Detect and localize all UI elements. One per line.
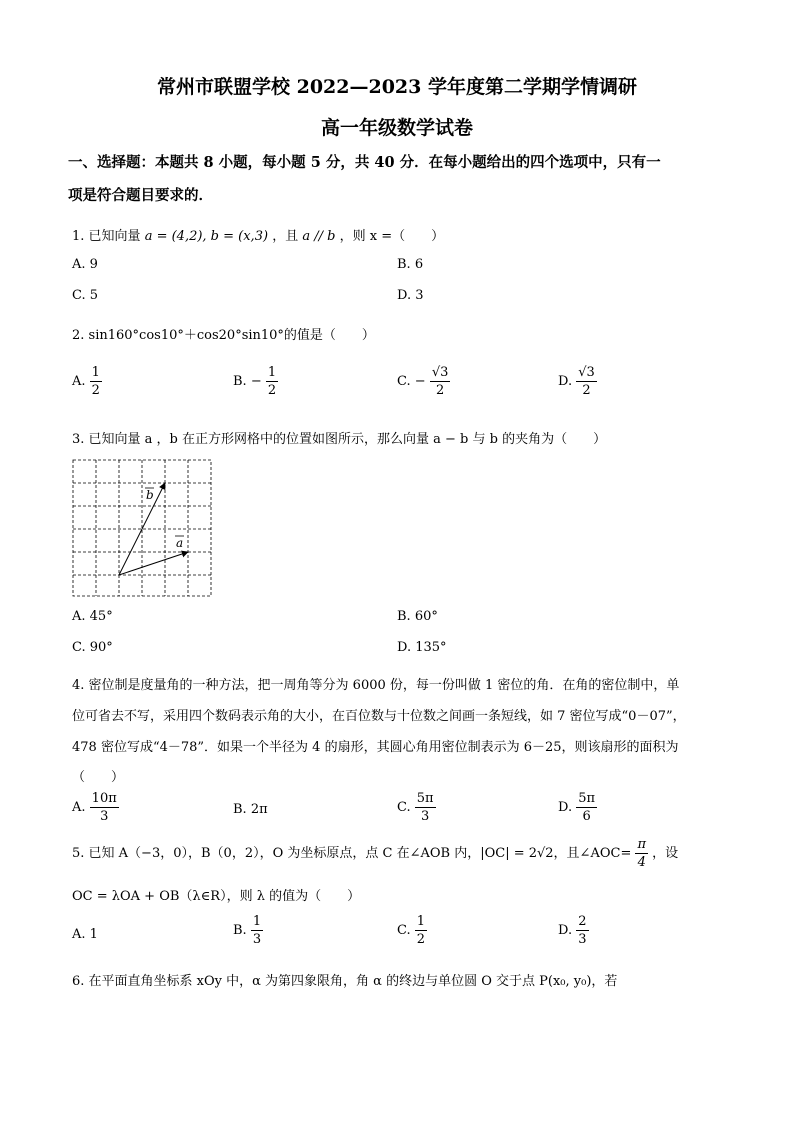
q1-vectors-math: a = (4,2), b = (x,3) bbox=[144, 229, 269, 244]
q1-option-d: D. 3 bbox=[397, 288, 424, 303]
q3-option-c: C. 90° bbox=[72, 640, 113, 655]
q5-angle-fraction bbox=[635, 838, 648, 869]
exam-title-line2: 高一年级数学试卷 bbox=[320, 117, 473, 139]
q2-a-fraction bbox=[90, 366, 102, 397]
q2-b-sign: − bbox=[250, 374, 262, 389]
q5-angle-den: 4 bbox=[637, 855, 646, 870]
question-2-stem: 2. sin160°cos10°＋cos20°sin10°的值是（ ） bbox=[72, 328, 375, 343]
q2-c-label: C. bbox=[397, 374, 411, 389]
q4-c-label: C. bbox=[397, 800, 411, 815]
q5-option-b bbox=[233, 915, 263, 946]
q2-d-label: D. bbox=[558, 374, 573, 389]
q2-b-label: B. bbox=[233, 374, 247, 389]
q1-mid: ，且 bbox=[272, 229, 299, 244]
q5-c-num: 1 bbox=[416, 914, 426, 929]
q4-option-d bbox=[558, 792, 597, 823]
q2-d-fraction bbox=[576, 366, 597, 397]
question-5-line2: OC = λOA + OB（λ∈R），则 λ 的值为（ ） bbox=[72, 889, 361, 904]
q3-option-d: D. 135° bbox=[397, 640, 447, 655]
q2-b-den: 2 bbox=[267, 383, 277, 398]
q2-c-sign: − bbox=[414, 374, 426, 389]
q4-c-den: 3 bbox=[421, 809, 430, 824]
q5-d-num: 2 bbox=[578, 914, 587, 929]
q2-d-den: 2 bbox=[582, 383, 591, 398]
exam-title-line1: 常州市联盟学校 2022—2023 学年度第二学期学情调研 bbox=[157, 76, 637, 98]
q5-b-num: 1 bbox=[252, 914, 262, 929]
section1-header-line2: 项是符合题目要求的． bbox=[68, 187, 213, 204]
q5-c-fraction bbox=[415, 915, 427, 946]
q2-option-c bbox=[397, 366, 450, 397]
q5-c-den: 2 bbox=[416, 932, 426, 947]
q4-b-value: 2π bbox=[250, 802, 268, 817]
question-3-stem: 3. 已知向量 a ，b 在正方形网格中的位置如图所示，那么向量 a − b 与 b 的夹角为（ ） bbox=[72, 432, 607, 447]
q5-option-a bbox=[72, 927, 98, 942]
q2-option-a bbox=[72, 366, 102, 397]
q4-option-c bbox=[397, 792, 436, 823]
q4-a-den: 3 bbox=[100, 809, 109, 824]
q4-a-num: 10π bbox=[91, 791, 117, 806]
q1-suffix: ，则 x =（ ） bbox=[339, 229, 445, 244]
q1-option-a: A. 9 bbox=[72, 257, 98, 272]
q2-b-fraction bbox=[266, 366, 278, 397]
q2-option-d bbox=[558, 366, 597, 397]
q4-c-num: 5π bbox=[416, 791, 434, 806]
question-4-line2: 位可省去不写，采用四个数码表示角的大小，在百位数与十位数之间画一条短线，如 7 密位写成“0－07”， bbox=[72, 709, 686, 724]
q3-vector-a-label: a bbox=[176, 536, 184, 550]
q2-b-num: 1 bbox=[267, 365, 277, 380]
q2-c-num: √3 bbox=[431, 365, 449, 380]
q1-condition: a // b bbox=[302, 229, 336, 244]
q4-d-label: D. bbox=[558, 800, 573, 815]
q4-d-num: 5π bbox=[578, 791, 596, 806]
question-5-line1 bbox=[72, 838, 678, 869]
q5-c-label: C. bbox=[397, 923, 411, 938]
section1-header-line1: 一、选择题：本题共 8 小题，每小题 5 分，共 40 分．在每小题给出的四个选项中，只有一 bbox=[68, 154, 661, 171]
q1-option-b: B. 6 bbox=[397, 257, 424, 272]
q1-option-c: C. 5 bbox=[72, 288, 99, 303]
q4-d-den: 6 bbox=[582, 809, 591, 824]
q5-line1-text: 5. 已知 A（−3，0），B（0，2），O 为坐标原点，点 C 在∠AOB 内，|OC| = 2√2，且∠AOC= bbox=[72, 846, 632, 861]
q5-a-value: 1 bbox=[89, 927, 98, 942]
q5-b-label: B. bbox=[233, 923, 247, 938]
question-1-stem bbox=[72, 225, 444, 244]
q3-grid-figure bbox=[72, 459, 214, 599]
q4-a-fraction bbox=[90, 792, 119, 823]
q3-vector-a-arrow bbox=[119, 552, 188, 575]
q4-option-b bbox=[233, 802, 268, 817]
q5-d-den: 3 bbox=[578, 932, 587, 947]
q5-angle-num: π bbox=[637, 837, 647, 852]
question-4-line1: 4. 密位制是度量角的一种方法，把一周角等分为 6000 份，每一份叫做 1 密位的角．在角的密位制中，单 bbox=[72, 678, 680, 693]
q5-d-label: D. bbox=[558, 923, 573, 938]
q2-option-b bbox=[233, 366, 278, 397]
q2-c-fraction bbox=[430, 366, 451, 397]
question-4-line3: 478 密位写成“4－78”．如果一个半径为 4 的扇形，其圆心角用密位制表示为 6－25，则该扇形的面积为 bbox=[72, 740, 679, 755]
q5-a-label: A. bbox=[72, 927, 86, 942]
q5-option-d bbox=[558, 915, 589, 946]
q2-c-den: 2 bbox=[435, 383, 445, 398]
q2-a-den: 2 bbox=[91, 383, 100, 398]
question-4-line4: （ ） bbox=[72, 770, 125, 785]
q5-line1-tail: ，设 bbox=[652, 846, 679, 861]
q3-vector-b-label: b bbox=[146, 488, 154, 502]
q4-b-label: B. bbox=[233, 802, 247, 817]
q2-a-num: 1 bbox=[91, 365, 100, 380]
q3-option-b: B. 60° bbox=[397, 609, 438, 624]
question-6-line1: 6. 在平面直角坐标系 xOy 中，α 为第四象限角，角 α 的终边与单位圆 O 交于点 P(x₀, y₀)，若 bbox=[72, 974, 618, 989]
q4-a-label: A. bbox=[72, 800, 86, 815]
q1-prefix: 1. 已知向量 bbox=[72, 229, 141, 244]
q4-c-fraction bbox=[415, 792, 436, 823]
q4-d-fraction bbox=[576, 792, 597, 823]
q5-option-c bbox=[397, 915, 427, 946]
q5-b-den: 3 bbox=[252, 932, 262, 947]
q5-d-fraction bbox=[576, 915, 588, 946]
q2-d-num: √3 bbox=[578, 365, 595, 380]
q4-option-a bbox=[72, 792, 119, 823]
q5-b-fraction bbox=[251, 915, 263, 946]
q3-option-a: A. 45° bbox=[72, 609, 113, 624]
q2-a-label: A. bbox=[72, 374, 86, 389]
